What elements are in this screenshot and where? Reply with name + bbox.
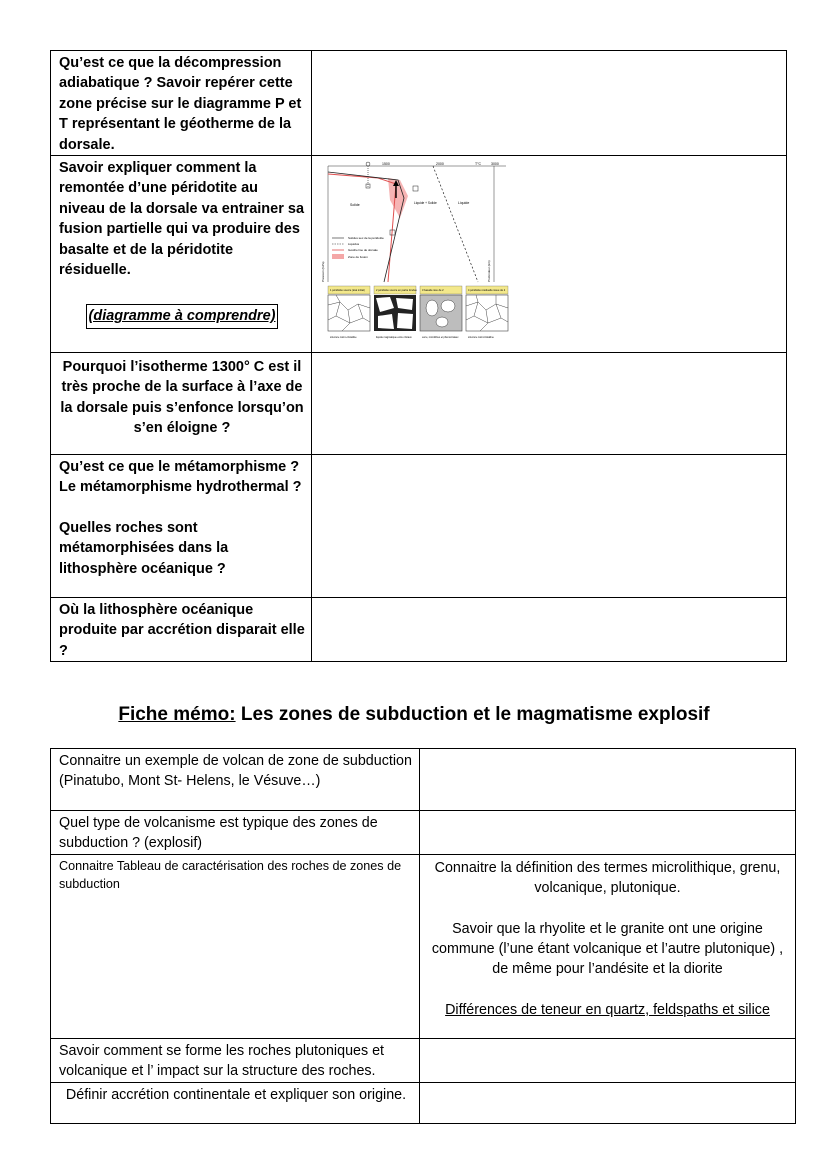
answer-cell [312,353,787,455]
question-text: Quel type de volcanisme est typique des zones de subduction ? (explosif) [59,815,378,852]
tick-label: 1500 [382,162,390,167]
answer-cell [312,51,787,156]
answer-text: Connaitre la définition des termes microlithique, grenu, volcanique, plutonique. [434,859,781,897]
liquidus-line [433,166,478,282]
axis-label: Pression (GPa) [321,261,325,283]
point-icon [413,186,418,191]
question-cell [51,1082,420,1123]
panel-header: 3 basalte issu de 2 [422,289,444,293]
panel-2 [374,286,417,339]
dorsale-table [50,50,787,662]
question-text: Définir accrétion continentale et expliquer son origine. [65,1086,407,1103]
tick-label: 2000 [436,162,444,167]
answer-cell [312,455,787,598]
diagram-note: (diagramme à comprendre) [86,304,279,328]
region-label: Liquide [458,201,470,206]
question-text: Connaitre Tableau de caractérisation des roches de zones de subduction [59,858,402,891]
answer-cell [312,598,787,662]
question-text: Quelles roches sont métamorphisées dans la lithosphère océanique ? [59,519,229,577]
subduction-table [50,748,796,1124]
region-label: Solide [350,203,360,208]
answer-cell [420,811,796,855]
panel-caption: verre, microlithes et phénocristaux [422,336,459,340]
legend-label: Géotherme de dorsale [348,248,378,253]
answer-cell [420,854,796,1038]
question-cell [51,811,420,855]
question-text: Connaitre un exemple de volcan de zone de subduction (Pinatubo, Mont St- Helens, le Vésuve…) [59,753,412,790]
panel-header: 1 péridotite source (état initial) [330,289,365,293]
legend-label: Solidus sec de la péridotite [348,236,384,241]
panel-header: 4 péridotite résiduelle issue de 2 [468,289,506,293]
panel-header: 2 péridotite source en partie fondue [376,289,417,293]
memo-title-underlined: Fiche mémo: [118,704,236,725]
memo-title [0,704,828,726]
legend-label: Liquidus [348,242,360,247]
panel-caption: structure microcristalline [468,336,494,340]
memo-title-rest: Les zones de subduction et le magmatisme explosif [235,704,710,725]
question-cell [51,353,312,455]
question-text: Savoir comment se forme les roches plutoniques et volcanique et l’ impact sur la structure des roches. [59,1042,385,1080]
answer-cell [420,749,796,811]
panel-caption: liquide magmatique entre cristaux [376,336,412,340]
region-label: Liquide + Solide [414,201,437,206]
axis-label: Profondeur (km) [487,260,491,283]
fusion-diagram [318,158,514,354]
question-text: Savoir expliquer comment la remontée d’une péridotite au niveau de la dorsale va entrainer sa fusion partielle qui va produire des basalte et de la péridotite résiduelle. [59,160,305,279]
panel-1 [328,286,370,339]
question-text: Pourquoi l’isotherme 1300° C est il très proche de la surface à l’axe de la dorsale puis s’enfonce lorsqu’on s’en éloigne ? [60,359,304,437]
question-text: Qu’est ce que le métamorphisme ? Le métamorphisme hydrothermal ? [59,459,302,496]
geotherm-line [328,174,396,282]
tick-label: T°C [475,162,482,167]
diagram-cell [312,156,787,353]
point-icon [366,162,370,166]
question-cell [51,854,420,1038]
panel-texture [466,295,508,331]
question-cell [51,51,312,156]
question-cell [51,1038,420,1082]
answer-text: Savoir que la rhyolite et le granite ont une origine commune (l’une étant volcanique et l’autre plutonique) , de même pour l’andésite et la diorite [431,920,784,978]
panel-texture [328,295,370,331]
question-cell [51,598,312,662]
question-text: Qu’est ce que la décompression adiabatique ? Savoir repérer cette zone précise sur le diagramme P et T représentant le géotherme de la dorsale. [59,55,302,153]
legend-label: Zone de fusion [348,255,368,260]
panel-3 [420,286,462,339]
tick-label: 3000 [491,162,499,167]
question-cell [51,156,312,353]
question-text: Où la lithosphère océanique produite par accrétion disparait elle ? [59,602,305,659]
panel-caption: structure micro-cristalline [330,336,357,340]
question-cell [51,455,312,598]
question-cell [51,749,420,811]
answer-cell [420,1038,796,1082]
panel-4 [466,286,508,339]
answer-cell [420,1082,796,1123]
answer-text: Différences de teneur en quartz, feldspaths et silice [445,1001,770,1018]
